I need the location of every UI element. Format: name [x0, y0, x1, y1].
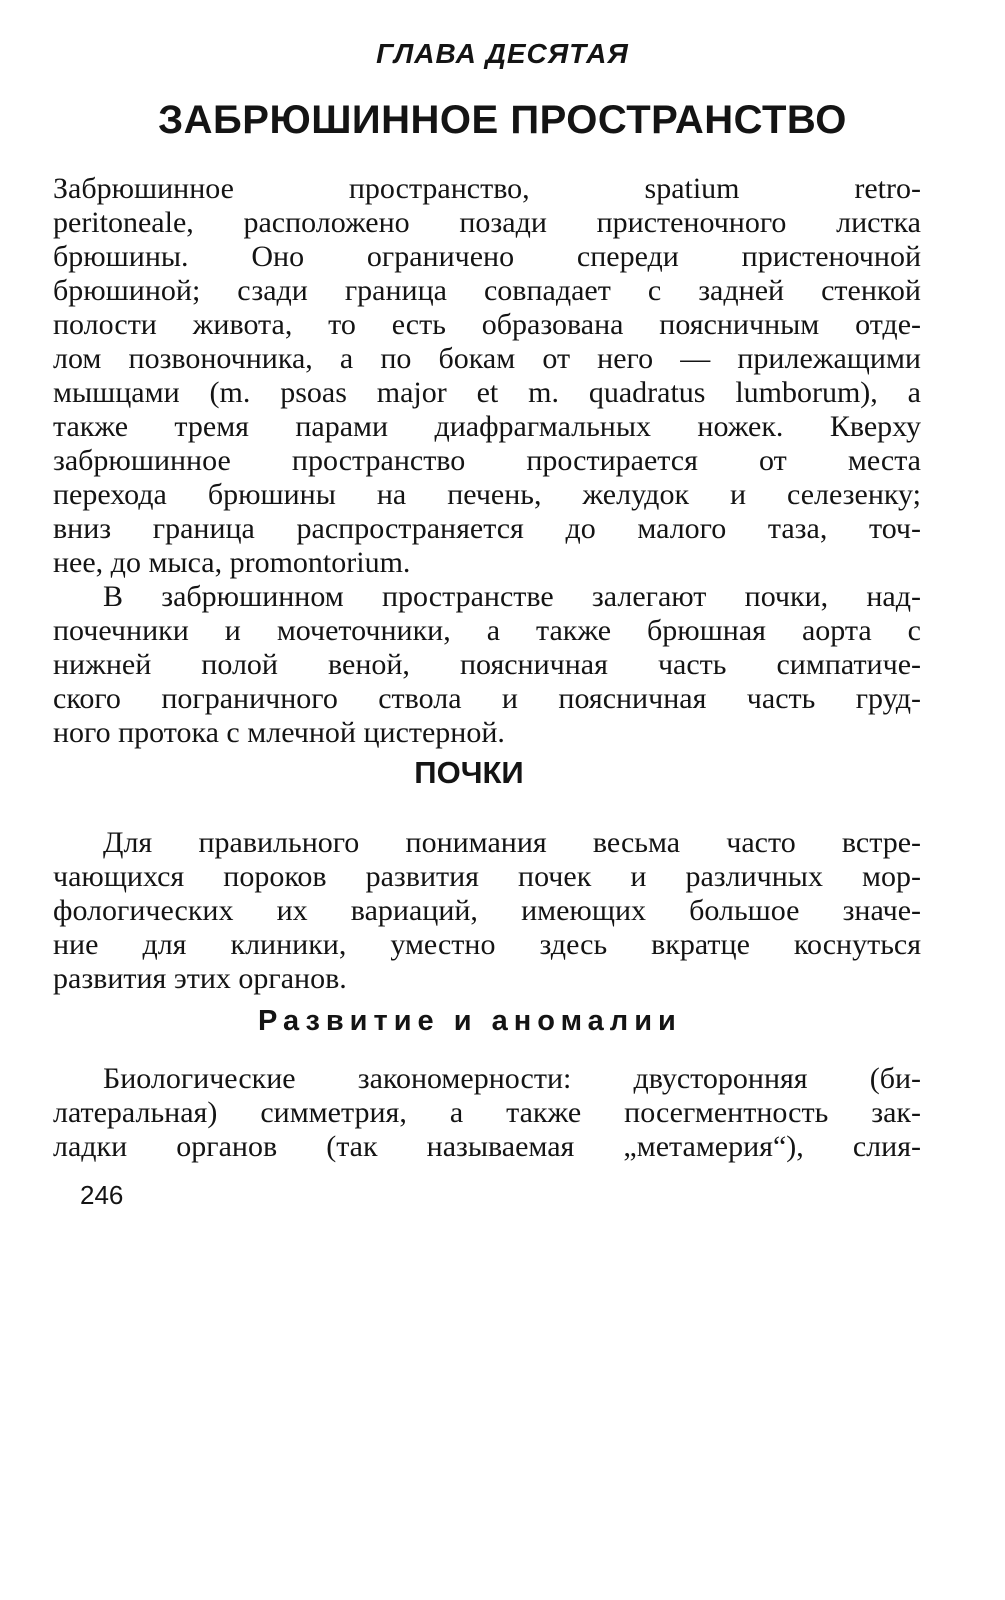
page-number: 246	[80, 1180, 124, 1210]
text-line: Для правильного понимания весьма часто встре-	[103, 826, 921, 859]
text-line: ние для клиники, уместно здесь вкратце коснуться	[53, 928, 921, 961]
text-line: ского пограничного ствола и поясничная часть груд-	[53, 682, 921, 715]
text-line: забрюшинное пространство простирается от места	[53, 444, 921, 477]
text-line: также тремя парами диафрагмальных ножек. Кверху	[53, 410, 921, 443]
subsection-title: Развитие и аномалии	[258, 1005, 682, 1037]
text-line: полости живота, то есть образована поясничным отде-	[53, 308, 921, 341]
text-line: почечники и мочеточники, а также брюшная аорта с	[53, 614, 921, 647]
text-line: Забрюшинное пространство, spatium retro-	[53, 172, 921, 205]
text-line: ладки органов (так называемая „метамерия“), слия-	[53, 1130, 921, 1163]
section-title: ПОЧКИ	[414, 755, 524, 790]
text-line: брюшины. Оно ограничено спереди пристеночной	[53, 240, 921, 273]
text-line: перехода брюшины на печень, желудок и селезенку;	[53, 478, 921, 511]
text-line: вниз граница распространяется до малого таза, точ-	[53, 512, 921, 545]
text-line: нее, до мыса, promontorium.	[53, 546, 411, 579]
text-line: развития этих органов.	[53, 962, 347, 995]
text-line: нижней полой веной, поясничная часть симпатиче-	[53, 648, 921, 681]
text-line: латеральная) симметрия, а также посегментность зак-	[53, 1096, 921, 1129]
chapter-title: ЗАБРЮШИННОЕ ПРОСТРАНСТВО	[158, 98, 847, 142]
text-line: Биологические закономерности: двусторонняя (би-	[103, 1062, 921, 1095]
text-line: peritoneale, расположено позади пристеночного листка	[53, 206, 921, 239]
text-line: чающихся пороков развития почек и различных мор-	[53, 860, 921, 893]
text-line: В забрюшинном пространстве залегают почки, над-	[103, 580, 921, 613]
chapter-heading: ГЛАВА ДЕСЯТАЯ	[376, 38, 629, 69]
text-line: лом позвоночника, а по бокам от него — прилежащими	[53, 342, 921, 375]
text-line: брюшиной; сзади граница совпадает с задней стенкой	[53, 274, 921, 307]
text-line: ного протока с млечной цистерной.	[53, 716, 505, 749]
text-line: мышцами (m. psoas major et m. quadratus lumborum), а	[53, 376, 921, 409]
text-line: фологических их вариаций, имеющих большое значе-	[53, 894, 921, 927]
